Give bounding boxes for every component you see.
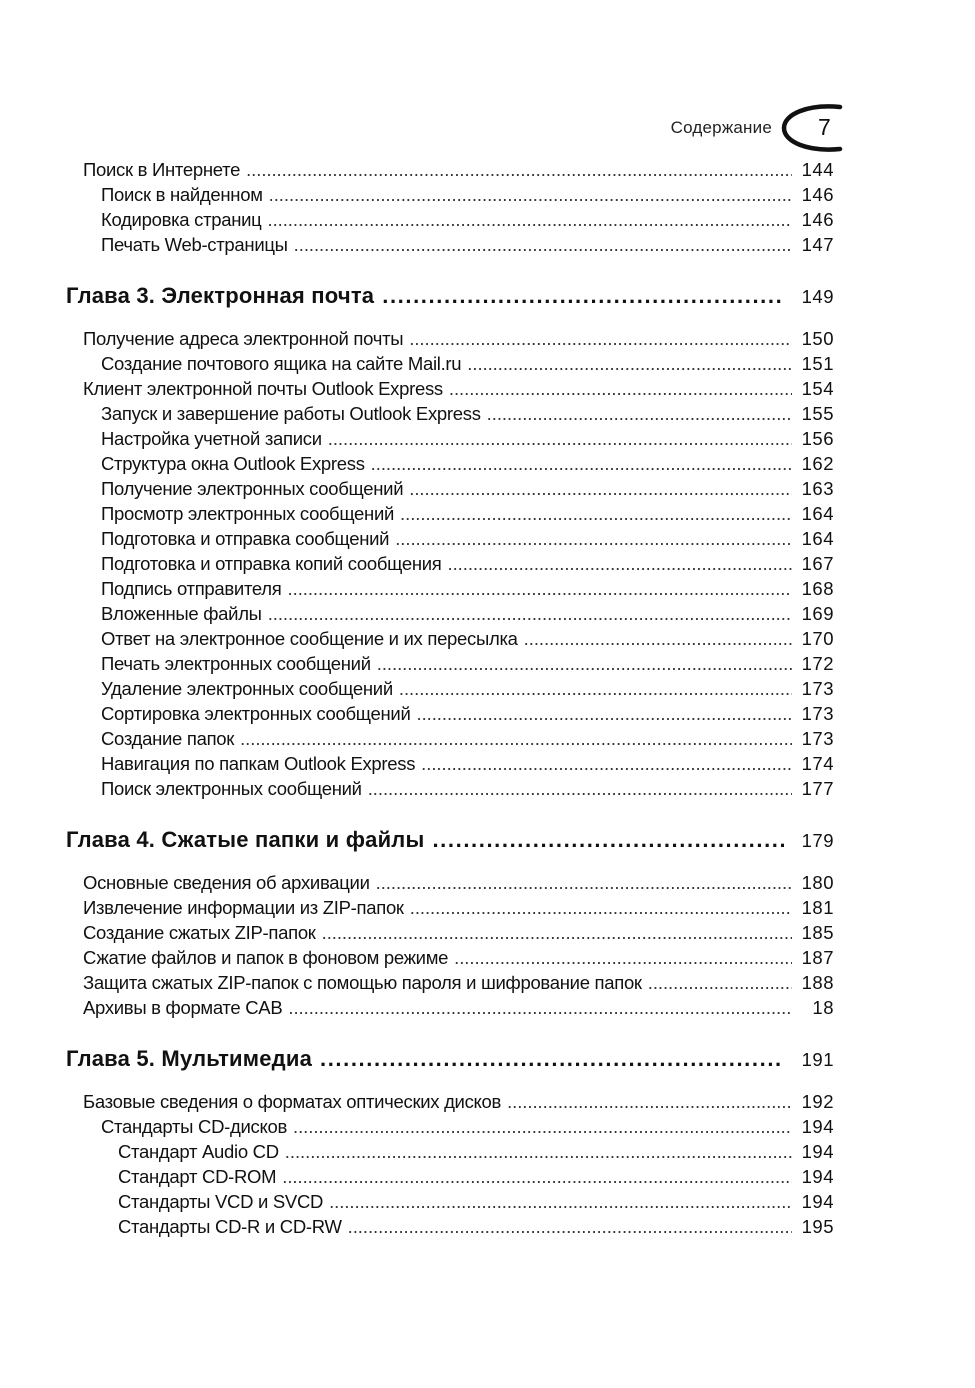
dot-leader	[294, 232, 792, 257]
dot-leader	[288, 576, 792, 601]
dot-leader	[328, 426, 792, 451]
page-reference: 163	[801, 478, 834, 499]
entry-title: Ответ на электронное сообщение и их пересылка	[101, 628, 518, 649]
dot-leader	[524, 626, 792, 651]
folio-arc-ornament	[778, 104, 848, 152]
dot-leader	[376, 870, 792, 895]
toc-entry	[66, 157, 834, 182]
toc-entry	[66, 551, 834, 576]
entry-title: Создание папок	[101, 728, 235, 749]
toc-entry	[66, 576, 834, 601]
toc-entry	[66, 995, 834, 1020]
entry-title: Удаление электронных сообщений	[101, 678, 393, 699]
dot-leader	[399, 676, 792, 701]
toc-entry	[66, 501, 834, 526]
page-reference: 180	[801, 872, 834, 893]
dot-leader	[382, 279, 784, 313]
entry-title: Подготовка и отправка сообщений	[101, 528, 390, 549]
dot-leader	[288, 995, 792, 1020]
chapter-heading	[66, 1042, 834, 1076]
toc-entry	[66, 207, 834, 232]
page-number: 7	[818, 114, 831, 140]
toc-entry	[66, 970, 834, 995]
dot-leader	[448, 551, 792, 576]
toc-entry	[66, 895, 834, 920]
page-reference: 192	[801, 1091, 834, 1112]
toc-entry	[66, 351, 834, 376]
entry-title: Печать электронных сообщений	[101, 653, 371, 674]
page-reference: 146	[801, 184, 834, 205]
dot-leader	[648, 970, 792, 995]
entry-title: Сортировка электронных сообщений	[101, 703, 411, 724]
chapter-title: Глава 4. Сжатые папки и файлы	[66, 827, 425, 852]
toc-entry	[66, 920, 834, 945]
entry-title: Защита сжатых ZIP-папок с помощью пароля и шифрование папок	[83, 972, 642, 993]
entry-title: Поиск в Интернете	[83, 159, 241, 180]
entry-title: Создание почтового ящика на сайте Mail.ru	[101, 353, 462, 374]
toc-entry	[66, 651, 834, 676]
toc-entry	[66, 1164, 834, 1189]
page-reference: 194	[801, 1141, 834, 1162]
page-reference: 150	[801, 328, 834, 349]
entry-title: Базовые сведения о форматах оптических дисков	[83, 1091, 502, 1112]
entry-title: Печать Web-страницы	[101, 234, 288, 255]
dot-leader	[293, 1114, 792, 1139]
dot-leader	[267, 207, 792, 232]
chapter-heading	[66, 823, 834, 857]
dot-leader	[432, 823, 784, 857]
toc-entry	[66, 376, 834, 401]
chapter-title: Глава 5. Мультимедиа	[66, 1046, 312, 1071]
dot-leader	[285, 1139, 792, 1164]
page-reference: 167	[801, 553, 834, 574]
page-reference: 18	[812, 997, 834, 1018]
dot-leader	[282, 1164, 792, 1189]
toc-entry	[66, 526, 834, 551]
page-reference: 146	[801, 209, 834, 230]
entry-title: Основные сведения об архивации	[83, 872, 370, 893]
entry-title: Получение адреса электронной почты	[83, 328, 404, 349]
entry-title: Структура окна Outlook Express	[101, 453, 365, 474]
page-reference: 147	[801, 234, 834, 255]
toc-entry	[66, 676, 834, 701]
dot-leader	[410, 895, 792, 920]
entry-title: Создание сжатых ZIP-папок	[83, 922, 316, 943]
dot-leader	[507, 1089, 792, 1114]
toc-entry	[66, 326, 834, 351]
dot-leader	[421, 751, 792, 776]
page-reference: 155	[801, 403, 834, 424]
page-header	[0, 104, 975, 154]
dot-leader	[400, 501, 792, 526]
toc-entry	[66, 426, 834, 451]
toc-entry	[66, 232, 834, 257]
dot-leader	[371, 451, 792, 476]
entry-title: Кодировка страниц	[101, 209, 262, 230]
page-reference: 195	[801, 1216, 834, 1237]
entry-title: Получение электронных сообщений	[101, 478, 404, 499]
page-reference: 187	[801, 947, 834, 968]
toc-entry	[66, 1139, 834, 1164]
page-reference: 174	[801, 753, 834, 774]
dot-leader	[467, 351, 792, 376]
entry-title: Извлечение информации из ZIP-папок	[83, 897, 404, 918]
dot-leader	[268, 601, 792, 626]
toc-entry	[66, 626, 834, 651]
page-reference: 191	[801, 1049, 834, 1070]
dot-leader	[409, 476, 792, 501]
entry-title: Запуск и завершение работы Outlook Express	[101, 403, 481, 424]
dot-leader	[269, 182, 792, 207]
dot-leader	[454, 945, 792, 970]
page-reference: 164	[801, 528, 834, 549]
dot-leader	[416, 701, 792, 726]
page-reference: 194	[801, 1191, 834, 1212]
toc-entry	[66, 1189, 834, 1214]
page-reference: 194	[801, 1166, 834, 1187]
page-reference: 194	[801, 1116, 834, 1137]
dot-leader	[320, 1042, 784, 1076]
toc-entry	[66, 401, 834, 426]
page-reference: 156	[801, 428, 834, 449]
entry-title: Стандарты CD-R и CD-RW	[118, 1216, 342, 1237]
entry-title: Стандарты VCD и SVCD	[118, 1191, 324, 1212]
toc-entry	[66, 1114, 834, 1139]
toc-entry	[66, 701, 834, 726]
dot-leader	[395, 526, 792, 551]
toc-entry	[66, 870, 834, 895]
entry-title: Стандарт Audio CD	[118, 1141, 279, 1162]
page-reference: 185	[801, 922, 834, 943]
dot-leader	[348, 1214, 792, 1239]
entry-title: Стандарты CD-дисков	[101, 1116, 287, 1137]
dot-leader	[377, 651, 792, 676]
entry-title: Сжатие файлов и папок в фоновом режиме	[83, 947, 449, 968]
toc-entry	[66, 451, 834, 476]
entry-title: Настройка учетной записи	[101, 428, 322, 449]
page-reference: 162	[801, 453, 834, 474]
page-reference: 168	[801, 578, 834, 599]
page-reference: 177	[801, 778, 834, 799]
toc-entry	[66, 726, 834, 751]
page-reference: 170	[801, 628, 834, 649]
dot-leader	[329, 1189, 792, 1214]
toc-entry	[66, 476, 834, 501]
page-reference: 154	[801, 378, 834, 399]
page-reference: 144	[801, 159, 834, 180]
entry-title: Стандарт CD-ROM	[118, 1166, 277, 1187]
dot-leader	[322, 920, 792, 945]
page-reference: 179	[801, 830, 834, 851]
dot-leader	[368, 776, 792, 801]
chapter-heading	[66, 279, 834, 313]
entry-title: Поиск в найденном	[101, 184, 263, 205]
page-reference: 181	[801, 897, 834, 918]
toc-entry	[66, 945, 834, 970]
entry-title: Поиск электронных сообщений	[101, 778, 362, 799]
entry-title: Клиент электронной почты Outlook Express	[83, 378, 443, 399]
running-title: Содержание	[670, 118, 772, 137]
entry-title: Вложенные файлы	[101, 603, 262, 624]
toc-entry	[66, 1214, 834, 1239]
table-of-contents	[66, 157, 834, 1239]
page-reference: 169	[801, 603, 834, 624]
entry-title: Архивы в формате CAB	[83, 997, 283, 1018]
toc-entry	[66, 182, 834, 207]
toc-entry	[66, 776, 834, 801]
toc-entry	[66, 1089, 834, 1114]
toc-entry	[66, 751, 834, 776]
dot-leader	[240, 726, 792, 751]
page-reference: 172	[801, 653, 834, 674]
entry-title: Подпись отправителя	[101, 578, 282, 599]
chapter-title: Глава 3. Электронная почта	[66, 283, 375, 308]
dot-leader	[409, 326, 792, 351]
page-reference: 149	[801, 286, 834, 307]
page-reference: 188	[801, 972, 834, 993]
entry-title: Навигация по папкам Outlook Express	[101, 753, 416, 774]
page-reference: 164	[801, 503, 834, 524]
entry-title: Подготовка и отправка копий сообщения	[101, 553, 442, 574]
dot-leader	[246, 157, 792, 182]
toc-entry	[66, 601, 834, 626]
entry-title: Просмотр электронных сообщений	[101, 503, 395, 524]
page-reference: 173	[801, 678, 834, 699]
page-reference: 173	[801, 703, 834, 724]
dot-leader	[449, 376, 792, 401]
page-reference: 173	[801, 728, 834, 749]
page-reference: 151	[801, 353, 834, 374]
dot-leader	[487, 401, 792, 426]
